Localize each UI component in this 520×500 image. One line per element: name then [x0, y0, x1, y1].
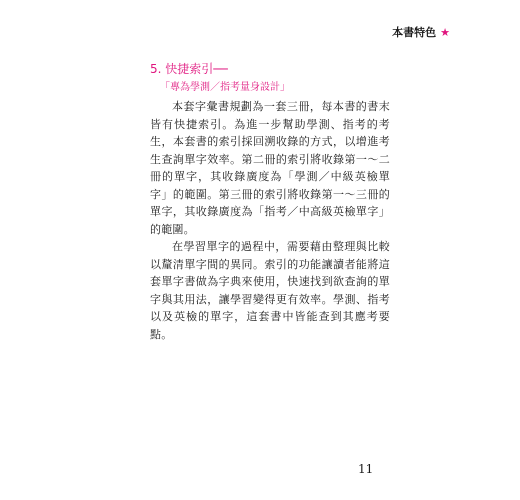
- paragraph: 在學習單字的過程中，需要藉由整理與比較以釐清單字間的異同。索引的功能讓讀者能將這套單字書做為字典來使用，快速找到欲查詢的單字與其用法，讓學習變得更有效率。學測、指考以及英檢的單字，這套書中皆能查到其應考要點。: [150, 240, 390, 341]
- page-number: 11: [358, 462, 374, 476]
- star-icon: ★: [440, 25, 450, 39]
- section-subtitle: 「專為學測／指考量身設計」: [160, 82, 290, 93]
- running-header: [392, 24, 450, 40]
- paragraph: 本套字彙書規劃為一套三冊，每本書的書末皆有快捷索引。為進一步幫助學測、指考的考生，本套書的索引採回溯收錄的方式，以增進考生查詢單字效率。第二冊的索引將收錄第一～二冊的單字，其收錄廣度為「學測／中級英檢單字」的範圍。第三冊的索引將收錄第一～三冊的單字，其收錄廣度為「指考／中高級英檢單字」的範圍。: [150, 100, 390, 236]
- running-header-title: 本書特色: [392, 26, 437, 39]
- body-text: [150, 98, 390, 343]
- section-title: 5. 快捷索引──: [150, 62, 228, 76]
